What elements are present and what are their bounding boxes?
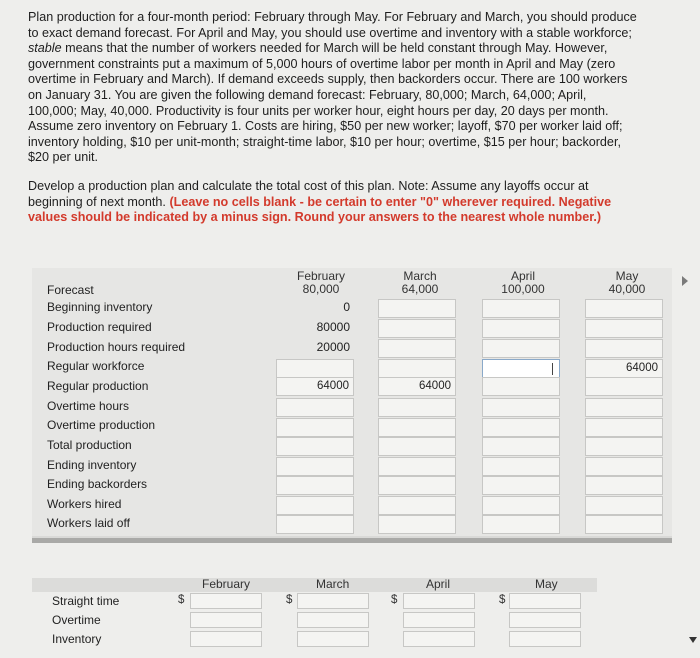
- row-label-beginning-inventory: Beginning inventory: [47, 300, 153, 314]
- input-apr-ending-backorders[interactable]: [482, 476, 560, 495]
- cost-table-header: [32, 578, 597, 592]
- scroll-down-icon[interactable]: [689, 637, 697, 643]
- cost-row-straight-time: Straight time: [52, 594, 120, 608]
- problem-text-a: Plan production for a four-month period: February through May. For February and March, you should produce to exact demand forecast. For April and May, you should use overtime and inventory with a stable workforce;: [28, 10, 637, 40]
- row-label-ending-inventory: Ending inventory: [47, 458, 137, 472]
- input-may-production-hours[interactable]: [585, 339, 663, 358]
- cost-input-apr-straight-time[interactable]: [403, 593, 475, 609]
- input-apr-workers-hired[interactable]: [482, 496, 560, 515]
- input-apr-ending-inventory[interactable]: [482, 457, 560, 476]
- text-cursor: [552, 363, 553, 375]
- row-label-production-hours: Production hours required: [47, 340, 186, 354]
- input-feb-overtime-production[interactable]: [276, 418, 354, 437]
- input-mar-overtime-production[interactable]: [378, 418, 456, 437]
- input-apr-workers-laid-off[interactable]: [482, 515, 560, 534]
- input-mar-overtime-hours[interactable]: [378, 398, 456, 417]
- cost-row-inventory: Inventory: [52, 632, 102, 646]
- input-mar-production-required[interactable]: [378, 319, 456, 338]
- row-label-regular-production: Regular production: [47, 379, 149, 393]
- col-head-march: March 64,000: [401, 269, 439, 296]
- input-may-total-production[interactable]: [585, 437, 663, 456]
- input-may-ending-backorders[interactable]: [585, 476, 663, 495]
- cost-input-mar-inventory[interactable]: [297, 631, 369, 647]
- input-mar-ending-inventory[interactable]: [378, 457, 456, 476]
- input-feb-regular-production[interactable]: 64000: [276, 377, 354, 396]
- cost-input-feb-overtime[interactable]: [190, 612, 262, 628]
- problem-text-b: means that the number of workers needed for March will be held constant through May. However, government constraints put a maximum of 5,000 hours of overtime labor per month in April and May (zero overtime in February and March). If demand exceeds supply, then backorders occur. There are 100 workers on January 31. You are given the following demand forecast: February, 80,000; March, 64,000; April, 100,000; May, 40,000. Productivity is four units per worker hour, eight hours per day, 20 days per month. Assume zero inventory on February 1. Costs are hiring, $50 per new worker; layoff, $70 per worker laid off; inventory holding, $10 per unit-month; straight-time labor, $10 per hour; overtime, $15 per hour; backorder, $20 per unit.: [28, 41, 628, 165]
- instructions-text: Develop a production plan and calculate the total cost of this plan. Note: Assume any layoffs occur at beginning of next month.: [28, 178, 589, 209]
- row-label-overtime-production: Overtime production: [47, 418, 156, 432]
- input-mar-beginning-inventory[interactable]: [378, 299, 456, 318]
- input-mar-regular-workforce[interactable]: [378, 359, 456, 378]
- cost-col-april: April: [426, 577, 451, 591]
- input-feb-ending-backorders[interactable]: [276, 476, 354, 495]
- input-may-ending-inventory[interactable]: [585, 457, 663, 476]
- cost-col-may: May: [535, 577, 558, 591]
- feb-production-required: 80000: [316, 320, 350, 334]
- cost-input-mar-overtime[interactable]: [297, 612, 369, 628]
- currency-symbol-may: $: [499, 594, 506, 606]
- instructions-warning: (Leave no cells blank - be certain to enter "0" wherever required. Negative values should be indicated by a minus sign. Round your answers to the nearest whole number.): [28, 194, 612, 225]
- input-feb-overtime-hours[interactable]: [276, 398, 354, 417]
- input-may-production-required[interactable]: [585, 319, 663, 338]
- col-head-may: May 40,000: [608, 269, 646, 296]
- col-head-april: April 100,000: [501, 269, 545, 296]
- scroll-right-icon[interactable]: [682, 276, 688, 286]
- problem-paragraph-1: [28, 10, 638, 166]
- cost-input-may-inventory[interactable]: [509, 631, 581, 647]
- row-label-production-required: Production required: [47, 320, 152, 334]
- cost-row-overtime: Overtime: [52, 613, 101, 627]
- input-mar-total-production[interactable]: [378, 437, 456, 456]
- input-mar-workers-hired[interactable]: [378, 496, 456, 515]
- currency-symbol-apr: $: [391, 594, 398, 606]
- input-apr-production-required[interactable]: [482, 319, 560, 338]
- row-label-forecast: Forecast: [47, 283, 94, 297]
- input-feb-ending-inventory[interactable]: [276, 457, 354, 476]
- row-label-workers-laid-off: Workers laid off: [47, 516, 130, 530]
- input-may-workers-hired[interactable]: [585, 496, 663, 515]
- currency-symbol-mar: $: [286, 594, 293, 606]
- feb-beginning-inventory: 0: [343, 300, 350, 314]
- input-may-overtime-production[interactable]: [585, 418, 663, 437]
- input-feb-workers-laid-off[interactable]: [276, 515, 354, 534]
- plan-table-scrollbar[interactable]: [32, 538, 672, 543]
- row-label-total-production: Total production: [47, 438, 132, 452]
- input-may-overtime-hours[interactable]: [585, 398, 663, 417]
- problem-text-stable: stable: [28, 41, 62, 56]
- cost-input-feb-inventory[interactable]: [190, 631, 262, 647]
- input-apr-regular-workforce[interactable]: [482, 359, 560, 378]
- input-may-workers-laid-off[interactable]: [585, 515, 663, 534]
- input-apr-beginning-inventory[interactable]: [482, 299, 560, 318]
- problem-statement: [28, 10, 638, 226]
- cost-input-feb-straight-time[interactable]: [190, 593, 262, 609]
- input-mar-production-hours[interactable]: [378, 339, 456, 358]
- input-apr-regular-production[interactable]: [482, 377, 560, 396]
- input-may-regular-production[interactable]: [585, 377, 663, 396]
- input-feb-regular-workforce[interactable]: [276, 359, 354, 378]
- currency-symbol-feb: $: [178, 594, 185, 606]
- input-mar-regular-production[interactable]: 64000: [378, 377, 456, 396]
- input-mar-ending-backorders[interactable]: [378, 476, 456, 495]
- row-label-overtime-hours: Overtime hours: [47, 399, 130, 413]
- cost-input-apr-overtime[interactable]: [403, 612, 475, 628]
- cost-input-may-overtime[interactable]: [509, 612, 581, 628]
- cost-input-apr-inventory[interactable]: [403, 631, 475, 647]
- cost-input-mar-straight-time[interactable]: [297, 593, 369, 609]
- input-apr-total-production[interactable]: [482, 437, 560, 456]
- col-head-february: February 80,000: [296, 269, 346, 296]
- row-label-regular-workforce: Regular workforce: [47, 359, 145, 373]
- input-may-beginning-inventory[interactable]: [585, 299, 663, 318]
- input-apr-overtime-production[interactable]: [482, 418, 560, 437]
- row-label-ending-backorders: Ending backorders: [47, 477, 148, 491]
- input-feb-workers-hired[interactable]: [276, 496, 354, 515]
- input-feb-total-production[interactable]: [276, 437, 354, 456]
- input-mar-workers-laid-off[interactable]: [378, 515, 456, 534]
- input-apr-overtime-hours[interactable]: [482, 398, 560, 417]
- cost-col-march: March: [316, 577, 350, 591]
- input-apr-production-hours[interactable]: [482, 339, 560, 358]
- input-may-regular-workforce[interactable]: 64000: [585, 359, 663, 378]
- problem-paragraph-2: [28, 179, 638, 226]
- cost-col-february: February: [202, 577, 251, 591]
- feb-production-hours: 20000: [316, 340, 350, 354]
- row-label-workers-hired: Workers hired: [47, 497, 122, 511]
- cost-input-may-straight-time[interactable]: [509, 593, 581, 609]
